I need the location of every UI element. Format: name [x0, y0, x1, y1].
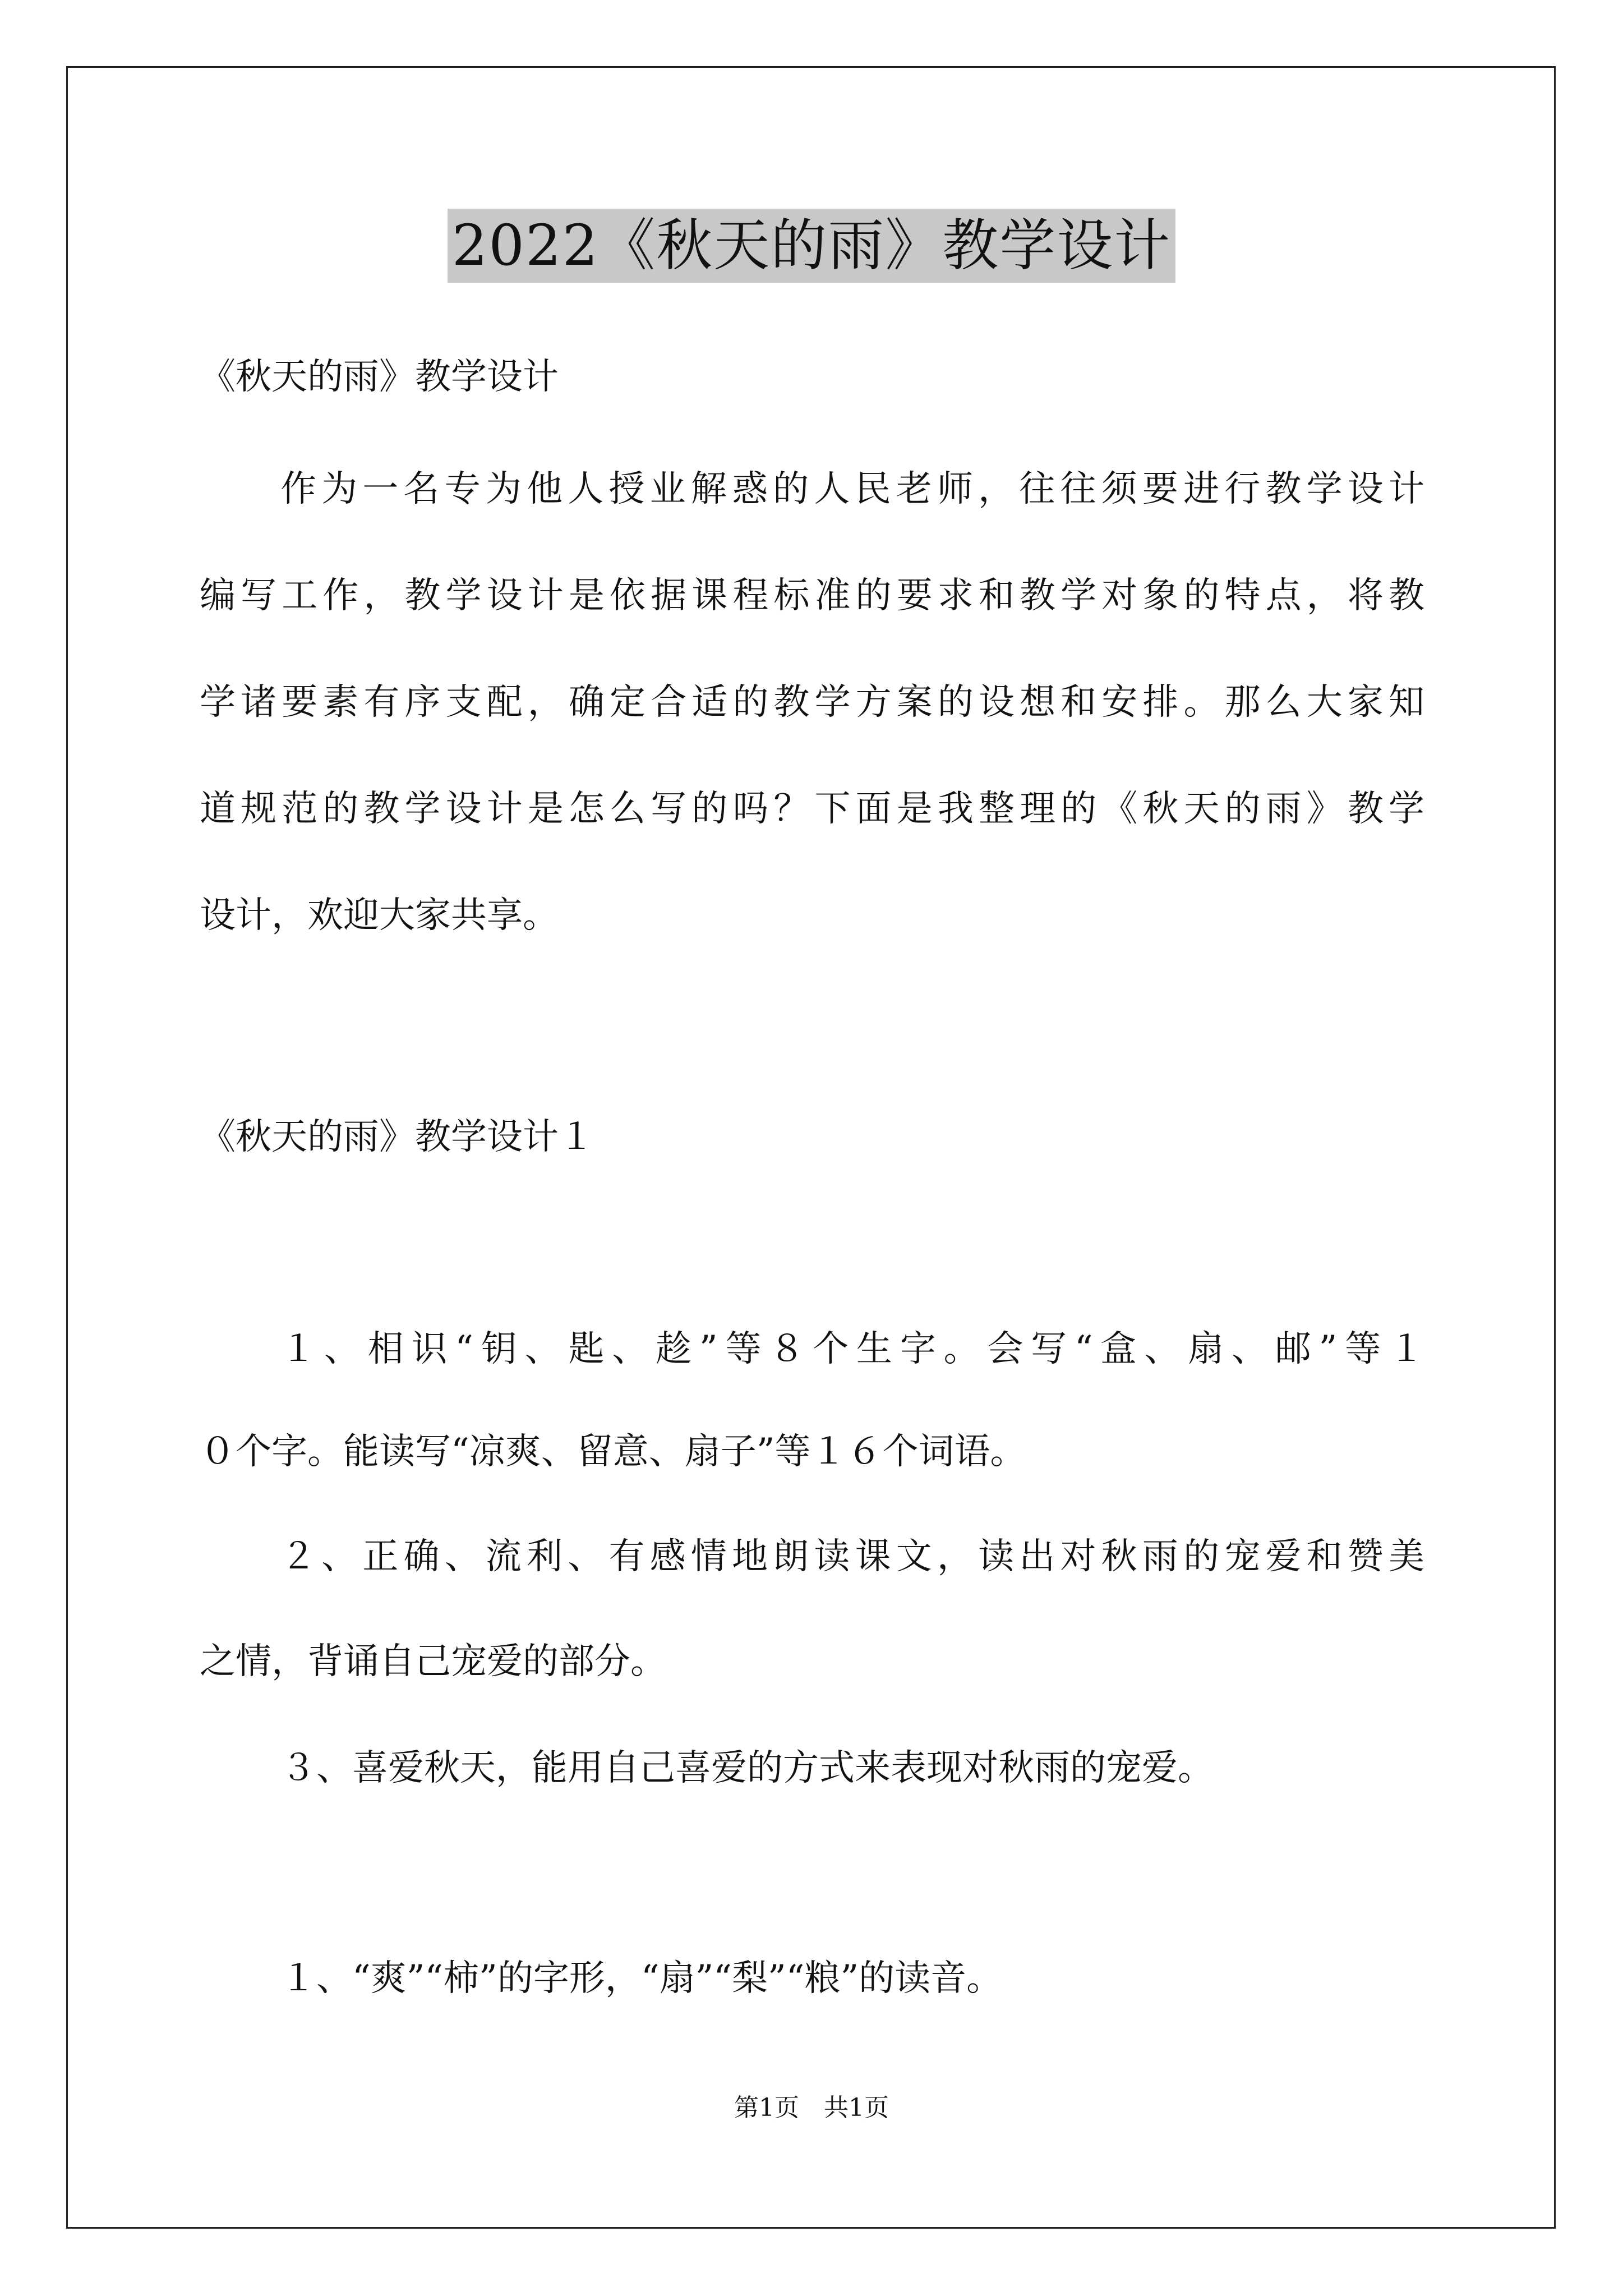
- intro-line-5: 设计，欢迎大家共享。: [200, 895, 559, 936]
- document-title: 2022《秋天的雨》教学设计: [448, 209, 1176, 283]
- intro-line-1: 作为一名专为他人授业解惑的人民老师，往往须要进行教学设计: [280, 468, 1424, 510]
- goal-line-4: 之情，背诵自己宠爱的部分。: [200, 1641, 666, 1682]
- goal-line-1: １、相识“钥、匙、趁”等８个生字。会写“盒、扇、邮”等１: [280, 1328, 1424, 1370]
- intro-line-2: 编写工作，教学设计是依据课程标准的要求和教学对象的特点，将教: [200, 575, 1424, 616]
- section-heading: 《秋天的雨》教学设计１: [200, 1116, 594, 1158]
- key-point-line: １、“爽”“柿”的字形，“扇”“梨”“粮”的读音。: [280, 1958, 1003, 1999]
- goal-line-2: ０个字。能读写“凉爽、留意、扇子”等１６个词语。: [200, 1431, 1026, 1473]
- document-subtitle: 《秋天的雨》教学设计: [200, 356, 559, 398]
- goal-line-3: ２、正确、流利、有感情地朗读课文，读出对秋雨的宠爱和赞美: [280, 1536, 1424, 1577]
- page-footer: 第1页 共1页: [734, 2093, 889, 2122]
- title-container: [0, 209, 1623, 283]
- intro-line-4: 道规范的教学设计是怎么写的吗？下面是我整理的《秋天的雨》教学: [200, 788, 1424, 830]
- intro-line-3: 学诸要素有序支配，确定合适的教学方案的设想和安排。那么大家知: [200, 682, 1424, 723]
- goal-line-5: ３、喜爱秋天，能用自己喜爱的方式来表现对秋雨的宠爱。: [280, 1747, 1214, 1789]
